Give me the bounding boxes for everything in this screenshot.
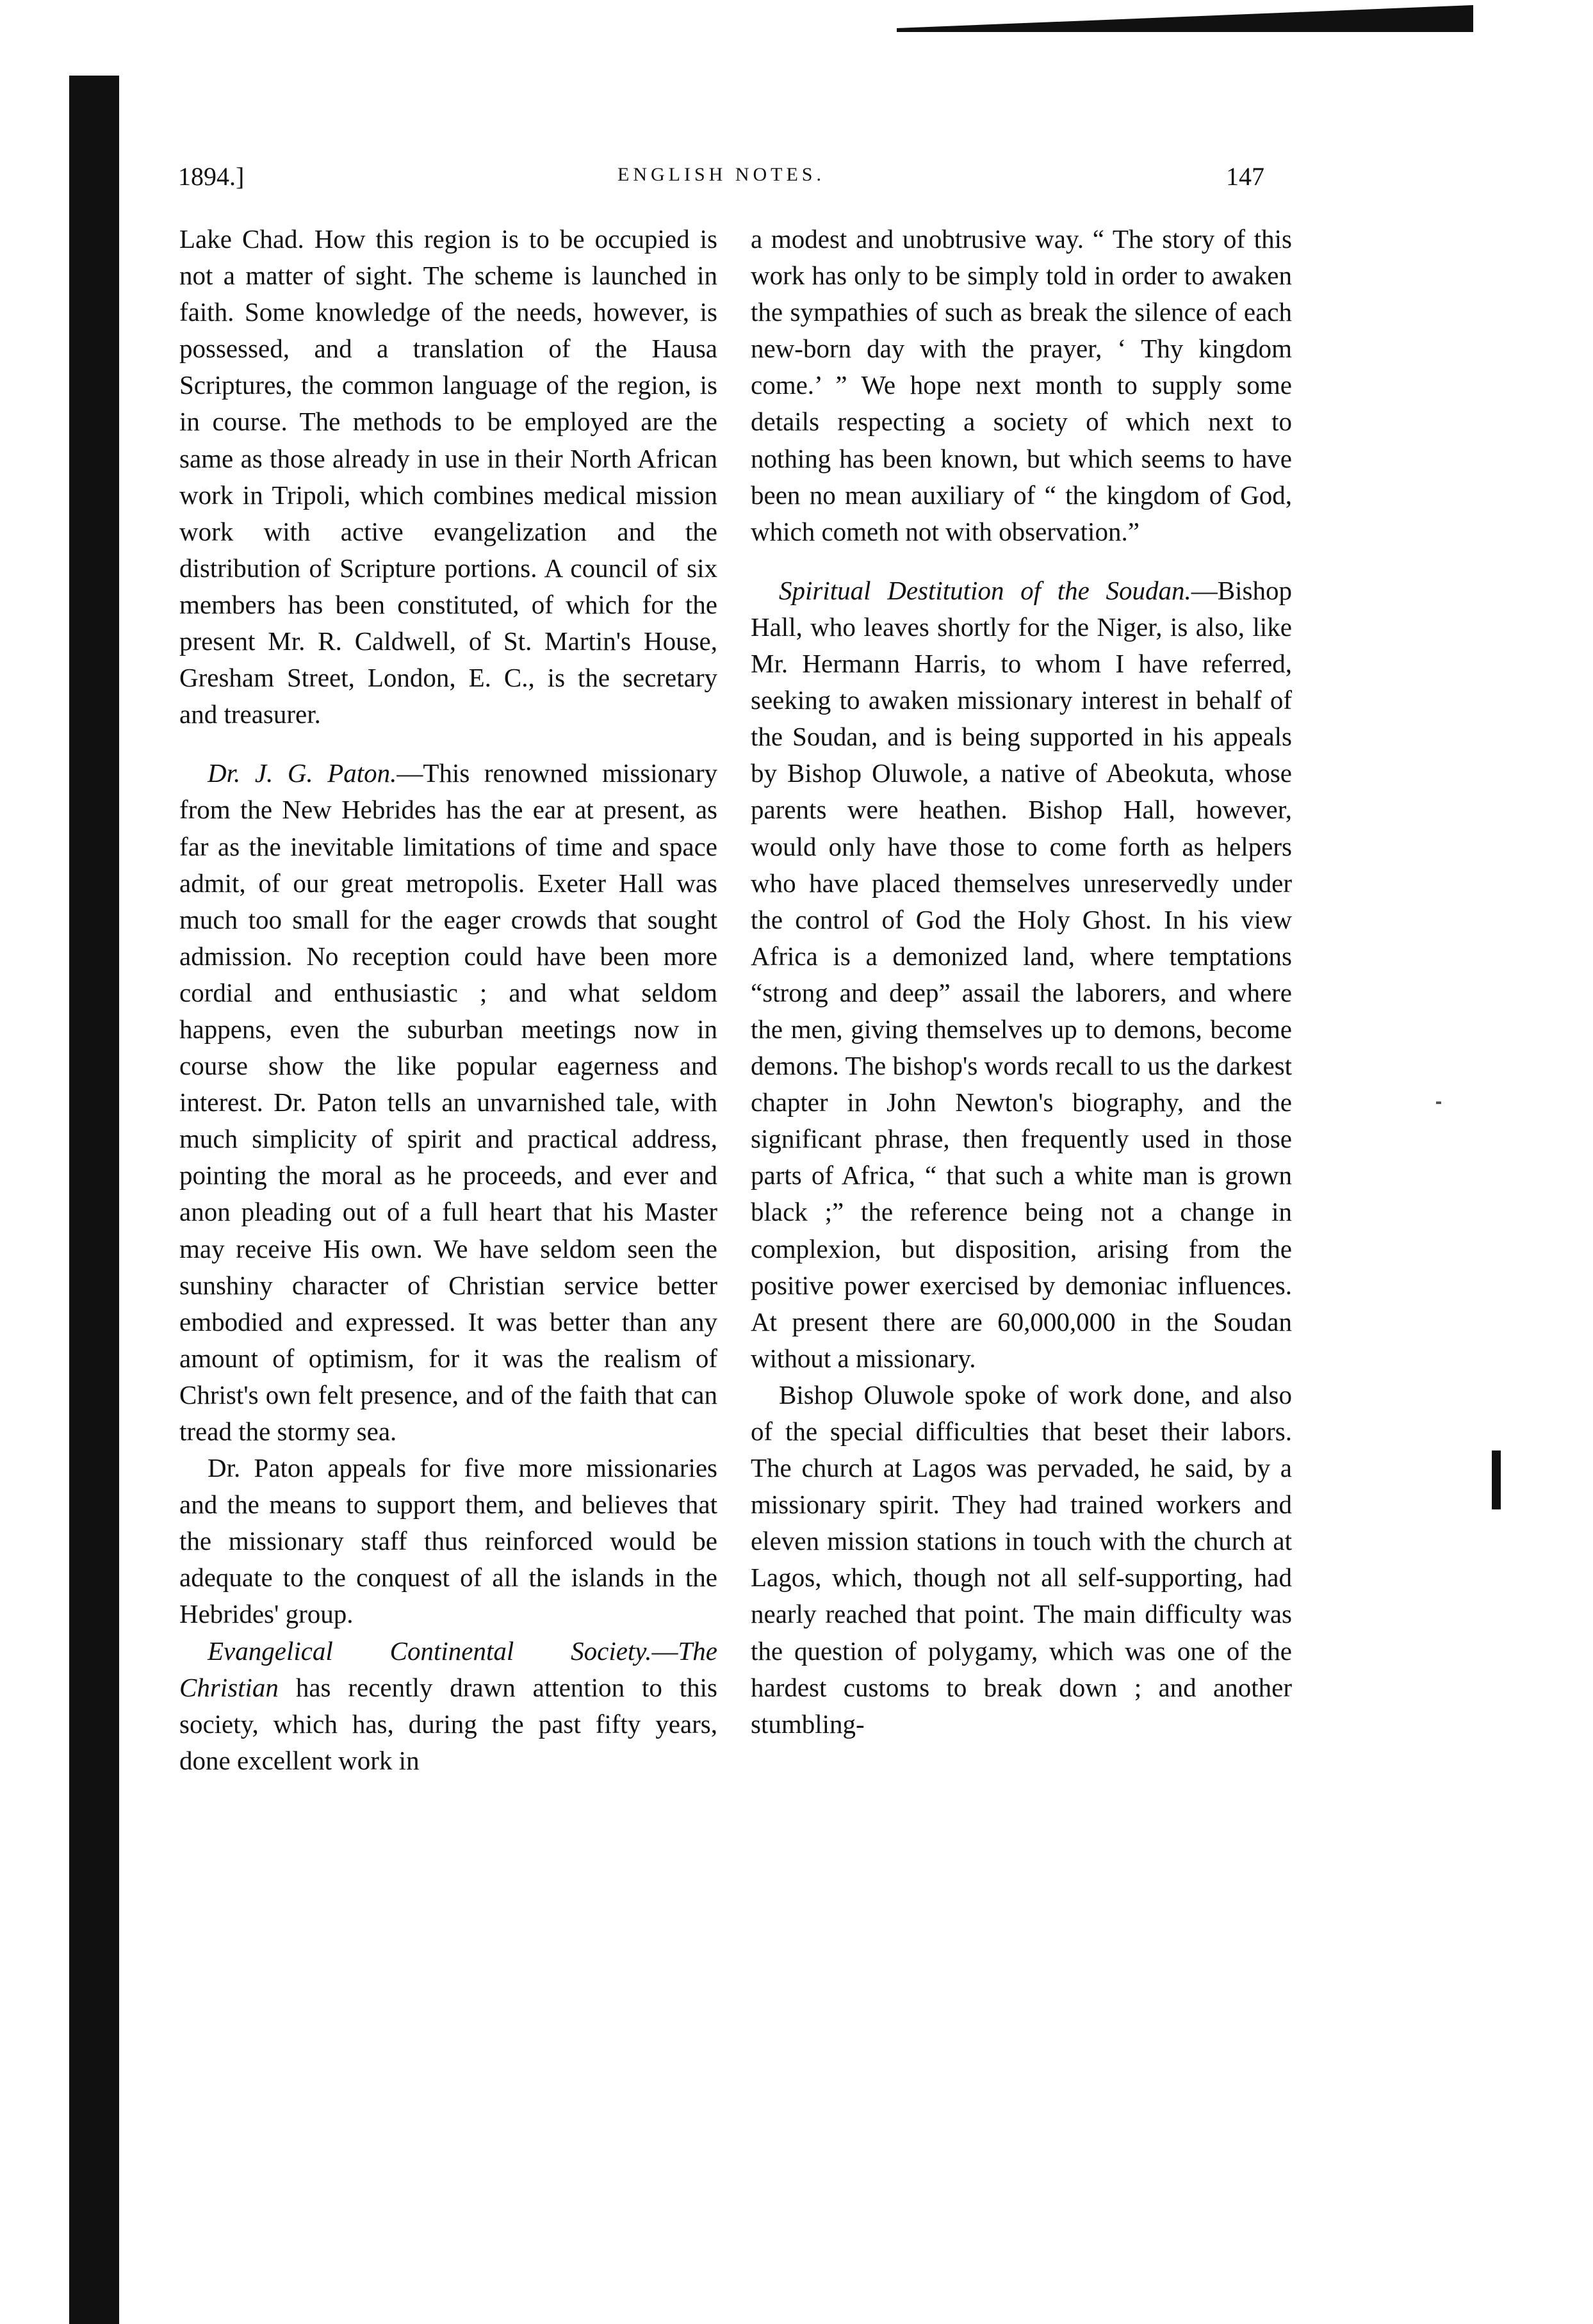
paragraph-oluwole: Bishop Oluwole spoke of work done, and also of the special difficulties that beset their labors. The church at Lagos was pervaded, he said, by a missionary spirit. They had trained workers and eleven mission stations in touch with the church at Lagos, which, though not all self-supporting, had nearly reached that point. The main difficulty was the question of polygamy, which was one of the hardest customs to break down ; and another stumbling- — [751, 1379, 1292, 1739]
left-column — [179, 221, 717, 2257]
paragraph-modest-way: a modest and unobtrusive way. “ The story of this work has only to be simply told in order to awaken the sympathies of such as break the silence of each new-born day with the prayer, ‘ Thy kingdom come.’ ” We hope next month to supply some details respecting a society of which next to nothing has been known, but which seems to have been no mean auxiliary of “ the kingdom of God, which cometh not with observation.” — [751, 224, 1292, 546]
paragraph-paton-appeal: Dr. Paton appeals for five more missionaries and the means to support them, and believes that the missionary staff thus reinforced would be adequate to the conquest of all the islands in the Hebrides' group. — [179, 1453, 717, 1629]
page-header — [178, 161, 1264, 206]
section-heading-evangelical: Evangelical Continental Society. — [208, 1636, 652, 1666]
paragraph-evangelical — [179, 1633, 717, 1779]
paragraph-paton-text: —This renowned missionary from the New Hebrides has the ear at present, as far as the inevitable limitations of time and space admit, of our great metropolis. Exeter Hall was much too small for the eager crowds that sought admission. No reception could have been more cordial and enthusiastic ; and what seldom happens, even the suburban meetings now in course show the like popular eagerness and interest. Dr. Paton tells an unvarnished tale, with much simplicity of spirit and practical address, pointing the moral as he proceeds, and ever and anon pleading out of a full heart that his Master may receive His own. We have seldom seen the sunshiny character of Christian service better embodied and expressed. It was better than any amount of optimism, for it was the realism of Christ's own felt presence, and of the faith that can tread the stormy sea. — [179, 758, 717, 1446]
margin-speck — [1436, 1101, 1441, 1104]
paragraph-soudan-text: —Bishop Hall, who leaves shortly for the Niger, is also, like Mr. Hermann Harris, to whom I have referred, seeking to awaken missionary interest in behalf of the Soudan, and is being supported in his appeals by Bishop Oluwole, a native of Abeokuta, whose parents were heathen. Bishop Hall, however, would only have those to come forth as helpers who have placed themselves unreservedly under the control of God the Holy Ghost. In his view Africa is a demonized land, where temptations “strong and deep” assail the laborers, and where the men, giving themselves up to demons, become demons. The bishop's words recall to us the darkest chapter in John Newton's biography, and the significant phrase, then frequently used in those parts of Africa, “ that such a white man is grown black ;” the reference being not a change in complexion, but disposition, arising from the positive power exercised by demoniac influences. At present there are 60,000,000 in the Soudan without a missionary. — [751, 575, 1292, 1373]
page-number: 147 — [1226, 162, 1264, 191]
publication-name: The Christian — [179, 1636, 717, 1702]
section-heading-soudan: Spiritual Destitution of the Soudan. — [779, 575, 1191, 605]
binding-shadow-bar — [69, 76, 119, 2324]
header-title: ENGLISH NOTES. — [617, 164, 825, 185]
section-heading-paton: Dr. J. G. Paton. — [208, 758, 397, 788]
paragraph-paton — [179, 755, 717, 1450]
header-year: 1894.] — [178, 162, 245, 191]
margin-mark — [1492, 1450, 1501, 1509]
top-edge-rule — [897, 0, 1473, 36]
heading-dash: — — [651, 1636, 678, 1666]
right-column — [751, 221, 1292, 2257]
paragraph-evangelical-text: has recently drawn attention to this society, which has, during the past fifty years, done excellent work in — [179, 1672, 717, 1775]
paragraph-soudan — [751, 573, 1292, 1377]
paragraph-lake-chad: Lake Chad. How this region is to be occupied is not a matter of sight. The scheme is launched in faith. Some knowledge of the needs, however, is possessed, and a translation of the Hausa Scriptures, the common language of the region, is in course. The methods to be employed are the same as those already in use in their North African work in Tripoli, which combines medical mission work with active evangelization and the distribution of Scripture portions. A council of six members has been constituted, of which for the present Mr. R. Caldwell, of St. Martin's House, Gresham Street, London, E. C., is the secretary and treasurer. — [179, 224, 717, 729]
